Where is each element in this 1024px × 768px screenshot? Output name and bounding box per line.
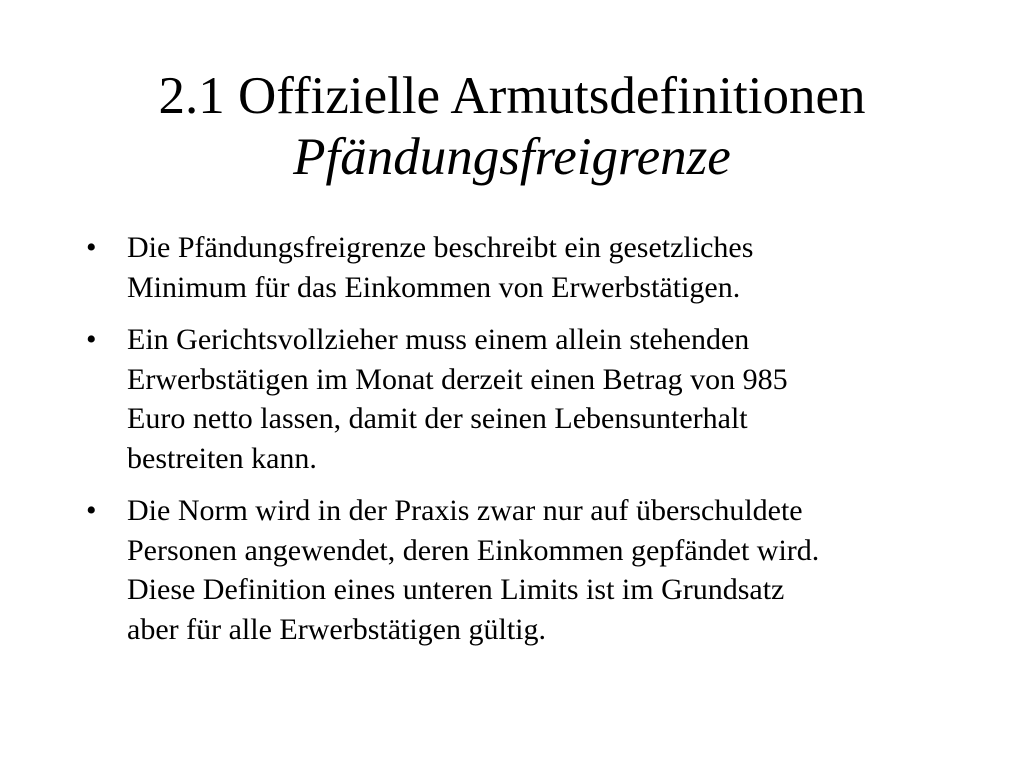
bullet-list bbox=[86, 228, 946, 662]
bullet-item bbox=[86, 228, 946, 307]
bullet-text: Die Pfändungsfreigrenze beschreibt ein gesetzliches Minimum für das Einkommen von Erwerbstätigen. bbox=[127, 231, 754, 304]
slide-title: 2.1 Offizielle Armutsdefinitionen bbox=[158, 67, 866, 125]
bullet-icon: • bbox=[86, 323, 97, 356]
bullet-text: Ein Gerichtsvollzieher muss einem allein stehenden Erwerbstätigen im Monat derzeit einen Betrag von 985 Euro netto lassen, damit der seinen Lebensunterhalt bestreiten kann. bbox=[127, 323, 788, 475]
bullet-item bbox=[86, 320, 946, 478]
bullet-icon: • bbox=[86, 494, 97, 527]
slide-title-block bbox=[0, 66, 1024, 188]
bullet-icon: • bbox=[86, 231, 97, 264]
bullet-item bbox=[86, 491, 946, 649]
bullet-text: Die Norm wird in der Praxis zwar nur auf überschuldete Personen angewendet, deren Einkommen gepfändet wird. Diese Definition eines unteren Limits ist im Grundsatz aber für alle Erwerbstätigen gültig. bbox=[127, 494, 820, 646]
slide-subtitle: Pfändungsfreigrenze bbox=[293, 128, 731, 186]
